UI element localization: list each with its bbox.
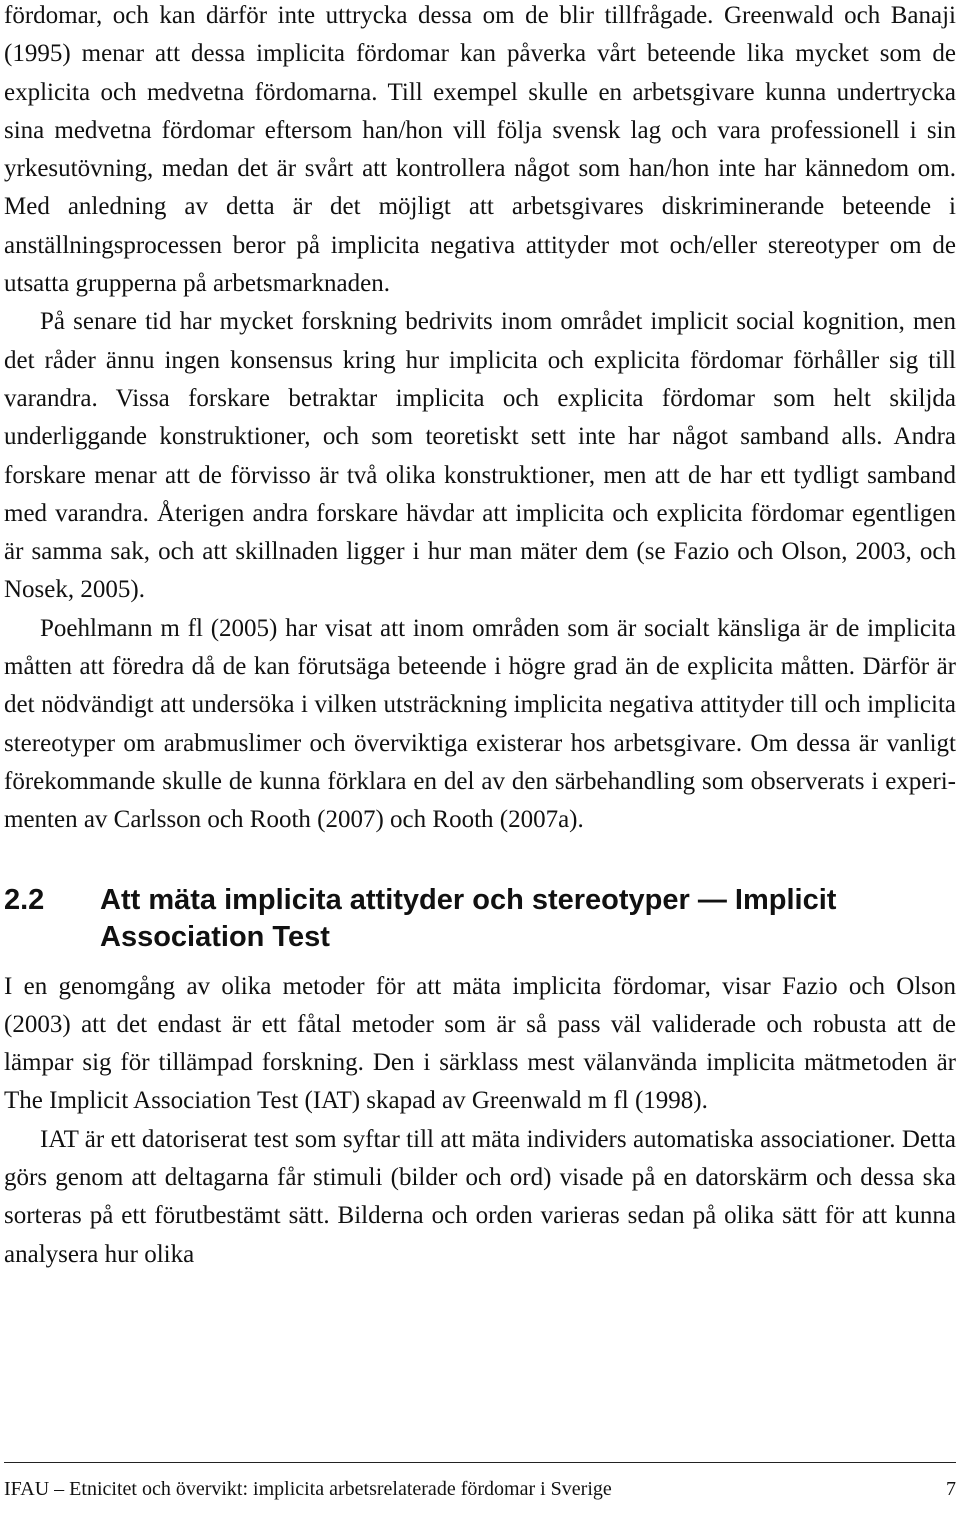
section-heading <box>4 882 956 956</box>
body-paragraph: fördomar, och kan därför inte uttrycka dessa om de blir tillfrågade. Greenwald och Banaji (1995) menar att dessa implicita fördomar kan påverka vårt beteende lika mycket som de explicita och medvetna fördomarna. Till exempel skulle en arbetsgivare kunna undertrycka sina medvetna fördomar eftersom han/hon vill följa svensk lag och vara professionell i sin yrkesutövning, medan det är svårt att kontrollera något som han/hon inte har kännedom om. Med anledning av detta är det möjligt att arbetsgivares diskriminerande beteende i anställningsprocessen beror på implicita negativa attityder mot och/eller stereotyper om de utsatta grupperna på arbetsmarknaden. <box>4 2 956 298</box>
body-paragraph: På senare tid har mycket forskning bedrivits inom området implicit social kognition, men det råder ännu ingen konsensus kring hur implicita och explicita fördomar förhåller sig till varandra. Vissa forskare betraktar implicita och explicita fördomar som helt skiljda underliggande konstruktioner, och som teoretiskt sett inte har något samband alls. Andra forskare menar att de förvisso är två olika konstruktioner, men att de har ett tydligt samband med varandra. Återigen andra forskare hävdar att implicita och explicita fördomar egentligen är samma sak, och att skillnaden ligger i hur man mäter dem (se Fazio och Olson, 2003, och Nosek, 2005). <box>4 308 956 604</box>
body-paragraph: IAT är ett datoriserat test som syftar till att mäta individers automatiska associationer. Detta görs genom att deltagarna får stimuli (bilder och ord) visade på en datorskärm och dessa ska sorteras på ett förutbestämt sätt. Bilderna och orden varieras sedan på olika sätt för att kunna analysera hur olika <box>4 1125 956 1268</box>
document-page <box>4 0 956 1274</box>
section-number: 2.2 <box>4 883 45 916</box>
footer-text: IFAU – Etnicitet och övervikt: implicita arbetsrelaterade fördomar i Sverige <box>4 1478 612 1500</box>
section-title: Att mäta implicita attityder och stereotyper — Implicit Association Test <box>100 883 837 953</box>
page-footer <box>4 1462 956 1501</box>
body-paragraph: Poehlmann m fl (2005) har visat att inom områden som är socialt känsliga är de implicita måtten att föredra då de kan förutsäga beteende i högre grad än de explicita måtten. Därför är det nödvändigt att undersöka i vilken utsträckning implicita negativa attityder till och implicita stereotyper om arabmuslimer och överviktiga existerar hos arbetsgivare. Om dessa är vanligt förekommande skulle de kunna förklara en del av den särbehandling som observerats i experimenten av Carlsson och Rooth (2007) och Rooth (2007a). <box>4 614 956 834</box>
body-paragraph: I en genomgång av olika metoder för att mäta implicita fördomar, visar Fazio och Olson (2003) att det endast är ett fåtal metoder som är så pass väl validerade och robusta att de lämpar sig för tillämpad forskning. Den i särklass mest välanvända implicita mätmetoden är The Implicit Association Test (IAT) skapad av Greenwald m fl (1998). <box>4 972 956 1115</box>
page-number: 7 <box>946 1478 956 1500</box>
